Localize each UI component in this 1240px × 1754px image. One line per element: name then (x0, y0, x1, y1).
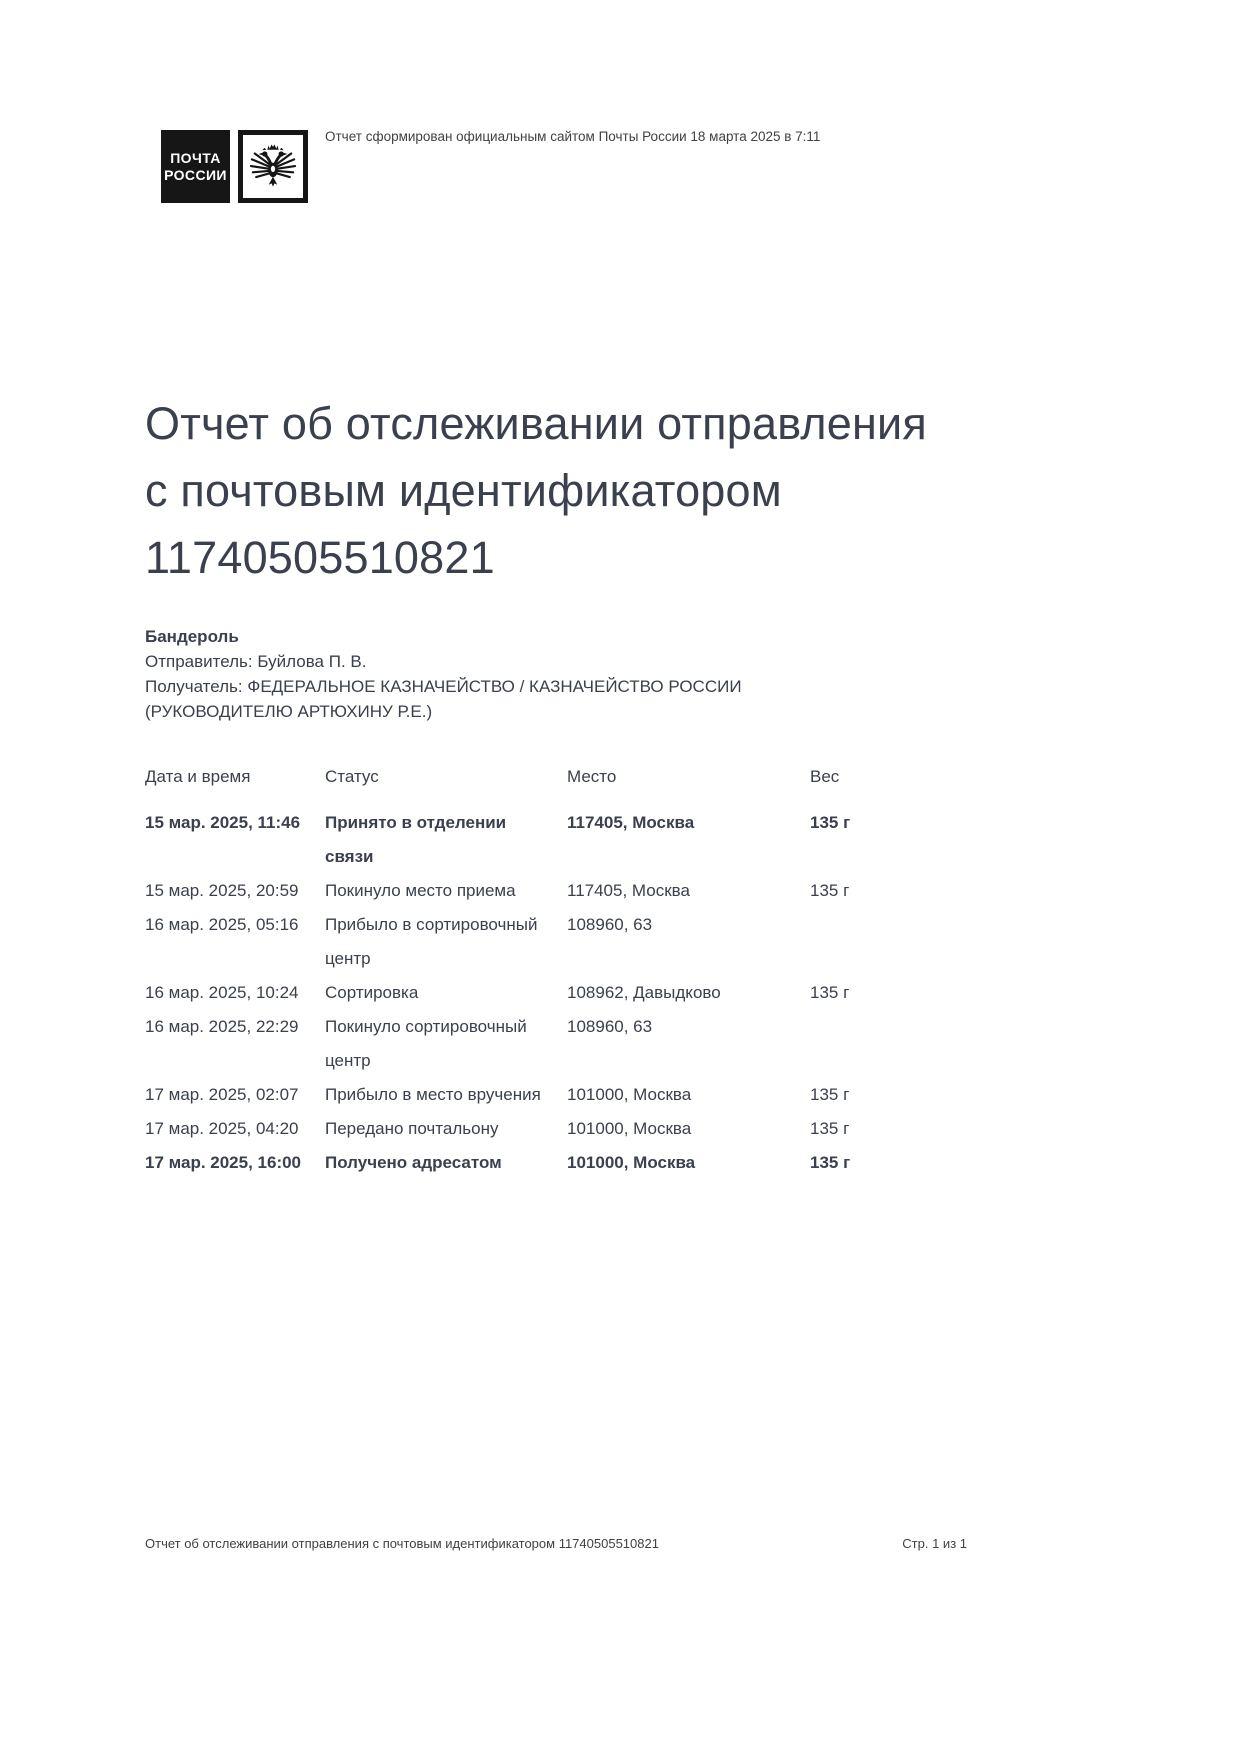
table-row (145, 806, 1105, 874)
row-place: 117405, Москва (567, 881, 690, 900)
row-status: Передано почтальону (325, 1119, 499, 1138)
russian-post-logo (161, 130, 308, 203)
shipment-info (145, 624, 893, 724)
column-header-place: Место (567, 767, 617, 786)
row-status: Прибыло в сортировочный центр (325, 915, 538, 968)
recipient-value: ФЕДЕРАЛЬНОЕ КАЗНАЧЕЙСТВО / КАЗНАЧЕЙСТВО РОССИИ (РУКОВОДИТЕЛЮ АРТЮХИНУ Р.Е.) (145, 677, 742, 721)
row-status: Покинуло место приема (325, 881, 516, 900)
recipient-line (145, 674, 893, 724)
post-logo-wordmark (161, 130, 230, 203)
report-generated-note: Отчет сформирован официальным сайтом Почты России 18 марта 2025 в 7:11 (325, 129, 821, 144)
row-place: 108960, 63 (567, 915, 653, 934)
table-row (145, 1078, 1105, 1112)
row-weight: 135 г (810, 813, 851, 832)
row-datetime: 17 мар. 2025, 04:20 (145, 1119, 299, 1138)
page-footer (145, 1536, 967, 1552)
page-title-line2: с почтовым идентификатором (145, 465, 782, 516)
row-place: 101000, Москва (567, 1085, 692, 1104)
row-place: 117405, Москва (567, 813, 695, 832)
table-row (145, 976, 1105, 1010)
row-status: Сортировка (325, 983, 419, 1002)
sender-line (145, 649, 893, 674)
double-headed-eagle-icon (238, 130, 308, 203)
row-datetime: 17 мар. 2025, 02:07 (145, 1085, 299, 1104)
row-weight: 135 г (810, 881, 850, 900)
sender-value: Буйлова П. В. (257, 652, 367, 671)
tracking-number: 11740505510821 (145, 532, 495, 583)
row-weight: 135 г (810, 983, 850, 1002)
row-weight (810, 1010, 900, 1078)
row-datetime: 16 мар. 2025, 05:16 (145, 915, 299, 934)
column-header-datetime: Дата и время (145, 767, 251, 786)
row-place: 108960, 63 (567, 1017, 653, 1036)
table-row (145, 908, 1105, 976)
table-row (145, 1010, 1105, 1078)
table-header-row (145, 760, 1105, 794)
row-datetime: 15 мар. 2025, 11:46 (145, 813, 301, 832)
row-place: 108962, Давыдково (567, 983, 721, 1002)
row-place: 101000, Москва (567, 1119, 692, 1138)
row-datetime: 15 мар. 2025, 20:59 (145, 881, 299, 900)
column-header-weight: Вес (810, 767, 840, 786)
table-row (145, 874, 1105, 908)
row-place: 101000, Москва (567, 1153, 696, 1172)
row-status: Прибыло в место вручения (325, 1085, 541, 1104)
row-weight: 135 г (810, 1119, 850, 1138)
row-status: Покинуло сортировочный центр (325, 1017, 527, 1070)
recipient-label: Получатель: (145, 677, 243, 696)
row-status: Получено адресатом (325, 1153, 502, 1172)
row-status: Принято в отделении связи (325, 813, 507, 866)
page-title-line1: Отчет об отслеживании отправления (145, 398, 927, 449)
row-datetime: 16 мар. 2025, 22:29 (145, 1017, 299, 1036)
footer-page-number: Стр. 1 из 1 (902, 1536, 967, 1551)
row-weight: 135 г (810, 1085, 850, 1104)
tracking-table (145, 760, 1105, 1180)
logo-word-line2: РОССИИ (164, 166, 227, 183)
shipment-type: Бандероль (145, 627, 239, 646)
table-row (145, 1112, 1105, 1146)
row-weight: 135 г (810, 1153, 851, 1172)
column-header-status: Статус (325, 767, 379, 786)
footer-report-title: Отчет об отслеживании отправления с почтовым идентификатором 11740505510821 (145, 1536, 659, 1551)
table-body (145, 806, 1105, 1180)
table-row (145, 1146, 1105, 1180)
row-datetime: 17 мар. 2025, 16:00 (145, 1153, 302, 1172)
row-datetime: 16 мар. 2025, 10:24 (145, 983, 299, 1002)
page-title (145, 390, 927, 591)
logo-word-line1: ПОЧТА (170, 149, 221, 166)
row-weight (810, 908, 900, 976)
sender-label: Отправитель: (145, 652, 253, 671)
